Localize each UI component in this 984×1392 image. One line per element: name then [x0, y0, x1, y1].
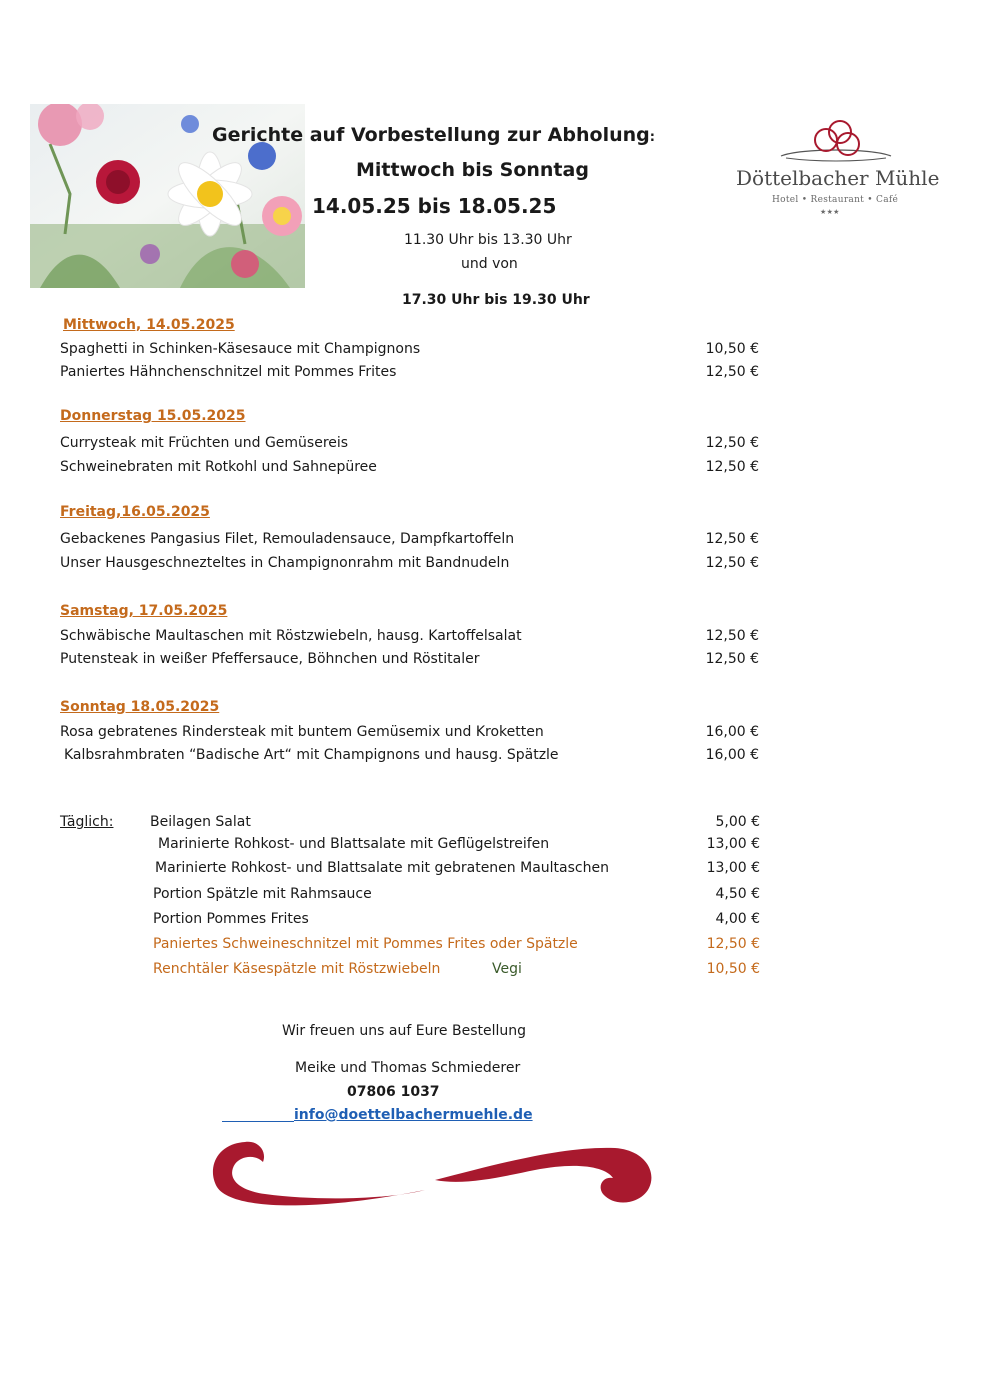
menu-price: 10,50 €: [705, 341, 759, 357]
greeting: Wir freuen uns auf Eure Bestellung: [282, 1023, 527, 1039]
logo-stars: ★★★: [820, 208, 840, 216]
menu-item: Putensteak in weißer Pfeffersauce, Böhnchen und Röstitaler: [60, 651, 480, 667]
menu-price: 12,50 €: [705, 459, 759, 475]
day-heading-sunday: Sonntag 18.05.2025: [60, 699, 220, 715]
menu-item: Schweinebraten mit Rotkohl und Sahnepüree: [60, 459, 377, 475]
daily-item: Renchtäler Käsespätzle mit Röstzwiebeln: [153, 961, 441, 977]
daily-item: Portion Pommes Frites: [153, 911, 309, 927]
daily-item: Paniertes Schweineschnitzel mit Pommes Frites oder Spätzle: [153, 936, 578, 952]
menu-item: Gebackenes Pangasius Filet, Remouladensauce, Dampfkartoffeln: [60, 531, 515, 547]
daily-item: Marinierte Rohkost- und Blattsalate mit gebratenen Maultaschen: [155, 860, 609, 876]
logo-rings-icon: [776, 118, 896, 168]
menu-price: 16,00 €: [705, 747, 759, 763]
menu-item: Schwäbische Maultaschen mit Röstzwiebeln, hausg. Kartoffelsalat: [60, 628, 522, 644]
menu-item: Paniertes Hähnchenschnitzel mit Pommes Frites: [60, 364, 397, 380]
daily-price: 12,50 €: [706, 936, 760, 952]
title-line-1: Gerichte auf Vorbestellung zur Abholung:: [212, 124, 655, 146]
daily-price: 5,00 €: [715, 814, 760, 830]
menu-price: 16,00 €: [705, 724, 759, 740]
daily-price: 4,00 €: [715, 911, 760, 927]
menu-item: Currysteak mit Früchten und Gemüsereis: [60, 435, 349, 451]
menu-price: 12,50 €: [705, 435, 759, 451]
menu-price: 12,50 €: [705, 555, 759, 571]
day-heading-thursday: Donnerstag 15.05.2025: [60, 408, 246, 424]
daily-price: 4,50 €: [715, 886, 760, 902]
owner-names: Meike und Thomas Schmiederer: [295, 1060, 521, 1076]
hours-evening: 17.30 Uhr bis 19.30 Uhr: [402, 292, 590, 308]
menu-price: 12,50 €: [705, 651, 759, 667]
daily-label: Täglich:: [60, 814, 114, 830]
menu-item: Unser Hausgeschnezteltes in Champignonrahm mit Bandnudeln: [60, 555, 510, 571]
title-line-2: Mittwoch bis Sonntag: [356, 159, 589, 181]
vegi-tag: Vegi: [492, 961, 522, 977]
daily-price: 10,50 €: [706, 961, 760, 977]
logo-name: Döttelbacher Mühle: [736, 166, 940, 190]
menu-item: Kalbsrahmbraten “Badische Art“ mit Champignons und hausg. Spätzle: [64, 747, 559, 763]
restaurant-logo: [736, 118, 940, 223]
daily-item: Marinierte Rohkost- und Blattsalate mit Geflügelstreifen: [158, 836, 550, 852]
daily-price: 13,00 €: [706, 860, 760, 876]
menu-price: 12,50 €: [705, 364, 759, 380]
daily-item: Beilagen Salat: [150, 814, 251, 830]
ornament-swirl-icon: [205, 1132, 660, 1214]
day-heading-saturday: Samstag, 17.05.2025: [60, 603, 228, 619]
hours-and: und von: [461, 256, 518, 272]
day-heading-friday: Freitag,16.05.2025: [60, 504, 210, 520]
menu-item: Spaghetti in Schinken-Käsesauce mit Champignons: [60, 341, 421, 357]
phone-number: 07806 1037: [347, 1084, 440, 1100]
menu-price: 12,50 €: [705, 628, 759, 644]
menu-price: 12,50 €: [705, 531, 759, 547]
hours-morning: 11.30 Uhr bis 13.30 Uhr: [404, 232, 572, 248]
daily-item: Portion Spätzle mit Rahmsauce: [153, 886, 372, 902]
email-underline-lead: [222, 1121, 294, 1122]
email-link[interactable]: info@doettelbachermuehle.de: [294, 1107, 533, 1123]
menu-item: Rosa gebratenes Rindersteak mit buntem Gemüsemix und Kroketten: [60, 724, 544, 740]
daily-price: 13,00 €: [706, 836, 760, 852]
date-range: 14.05.25 bis 18.05.25: [312, 194, 557, 218]
logo-subtitle: Hotel • Restaurant • Café: [772, 195, 899, 205]
day-heading-wednesday: Mittwoch, 14.05.2025: [63, 317, 235, 333]
